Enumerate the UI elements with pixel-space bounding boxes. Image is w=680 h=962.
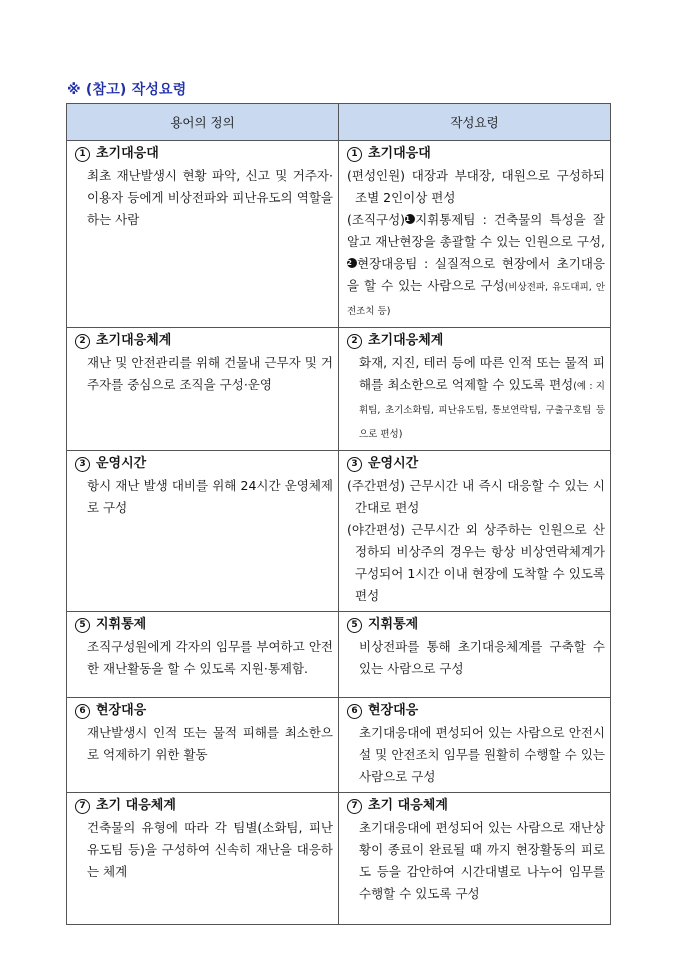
table-row: [67, 141, 611, 328]
item-title: [75, 143, 333, 165]
guide-cell: [339, 698, 611, 793]
table-row: [67, 451, 611, 612]
circled-number: 5: [75, 618, 90, 633]
guide-cell: [339, 612, 611, 698]
page-title: ※ (참고) 작성요령: [67, 82, 187, 98]
table-row: [67, 793, 611, 925]
header-writing-guide: 작성요령: [339, 104, 611, 141]
definition-cell: [67, 141, 339, 328]
circled-number: 7: [75, 799, 90, 814]
guide-paragraph: 초기대응대에 편성되어 있는 사람으로 안전시설 및 안전조치 임무를 원활히 수행할 수 있는 사람으로 구성: [359, 725, 605, 784]
circled-number: 6: [75, 704, 90, 719]
item-title-text: 운영시간: [368, 456, 419, 471]
table-row: [67, 612, 611, 698]
guide-text: 현장대응팀 : 실질적으로 현장에서 초기대응을 할 수 있는 사람으로 구성: [347, 256, 605, 293]
item-title-text: 현장대응: [96, 703, 147, 718]
guide-text: 화재, 지진, 테러 등에 따른 인적 또는 물적 피해를 최소한으로 억제할 수 있도록 편성: [359, 355, 605, 392]
guide-paragraph: [347, 209, 605, 323]
header-term-definition: 용어의 정의: [67, 104, 339, 141]
guide-paragraph: 초기대응대에 편성되어 있는 사람으로 재난상황이 종료이 완료될 때 까지 현장활동의 피로도 등을 감안하여 시간대별로 나누어 임무를 수행할 수 있도록 구성: [359, 820, 605, 901]
circled-number: 3: [75, 457, 90, 472]
item-title-text: 지휘통제: [368, 617, 419, 632]
item-title-text: 현장대응: [368, 703, 419, 718]
guide-cell: [339, 451, 611, 612]
guide-label: (조직구성): [347, 212, 406, 227]
guide-note: (예 : 지휘팀, 초기소화팀, 피난유도팀, 통보연락팀, 구출구호팀 등으로 편성): [359, 381, 605, 440]
guide-paragraph: (주간편성) 근무시간 내 즉시 대응할 수 있는 시간대로 편성: [347, 478, 605, 515]
circled-number: 6: [347, 704, 362, 719]
definition-text: 재난발생시 인적 또는 물적 피해를 최소한으로 억제하기 위한 활동: [87, 725, 333, 762]
item-title: [75, 795, 333, 817]
item-title: [347, 795, 605, 817]
item-title: [347, 700, 605, 722]
definition-cell: [67, 328, 339, 451]
item-title-text: 초기 대응체계: [368, 798, 448, 813]
definition-cell: [67, 451, 339, 612]
item-title-text: 초기대응대: [368, 146, 431, 161]
definition-cell: [67, 698, 339, 793]
guide-cell: [339, 328, 611, 451]
guide-text: 지휘통제팀 : 건축물의 특성을 잘 알고 재난현장을 총괄할 수 있는 인원으로 구성,: [347, 212, 605, 249]
circled-number: 7: [347, 799, 362, 814]
circled-number: 3: [347, 457, 362, 472]
circled-number: 1: [75, 147, 90, 162]
table-header-row: [67, 104, 611, 141]
item-title: [75, 700, 333, 722]
item-title: [75, 330, 333, 352]
definition-text: 건축물의 유형에 따라 각 팀별(소화팀, 피난유도팀 등)을 구성하여 신속히 재난을 대응하는 체계: [87, 820, 333, 879]
guide-note: (비상전파, 유도대피, 안전조치 등): [347, 282, 605, 317]
circled-number: 5: [347, 618, 362, 633]
circled-number: 2: [75, 334, 90, 349]
item-title-text: 초기대응체계: [368, 333, 444, 348]
item-title: [347, 330, 605, 352]
definition-text: 최초 재난발생시 현황 파악, 신고 및 거주자·이용자 등에게 비상전파와 피난유도의 역할을 하는 사람: [87, 168, 333, 227]
definition-text: 조직구성원에게 각자의 임무를 부여하고 안전한 재난활동을 할 수 있도록 지원·통제함.: [87, 639, 333, 676]
guide-paragraph: 비상전파를 통해 초기대응체계를 구축할 수 있는 사람으로 구성: [359, 639, 605, 676]
definition-text: 항시 재난 발생 대비를 위해 24시간 운영체제로 구성: [87, 478, 333, 515]
filled-number-2: 2: [347, 258, 357, 268]
definition-cell: [67, 793, 339, 925]
guide-paragraph: (야간편성) 근무시간 외 상주하는 인원으로 산정하되 비상주의 경우는 항상 비상연락체계가 구성되어 1시간 이내 현장에 도착할 수 있도록 편성: [347, 522, 605, 603]
table-row: [67, 328, 611, 451]
guide-cell: [339, 793, 611, 925]
guide-paragraph: [347, 352, 605, 446]
circled-number: 2: [347, 334, 362, 349]
definition-text: 재난 및 안전관리를 위해 건물내 근무자 및 거주자를 중심으로 조직을 구성·운영: [87, 355, 333, 392]
item-title-text: 운영시간: [96, 456, 147, 471]
definition-cell: [67, 612, 339, 698]
item-title-text: 초기대응대: [96, 146, 159, 161]
item-title: [75, 453, 333, 475]
item-title: [347, 614, 605, 636]
guide-cell: [339, 141, 611, 328]
item-title: [347, 453, 605, 475]
item-title-text: 초기 대응체계: [96, 798, 176, 813]
item-title: [347, 143, 605, 165]
item-title: [75, 614, 333, 636]
item-title-text: 지휘통제: [96, 617, 147, 632]
circled-number: 1: [347, 147, 362, 162]
item-title-text: 초기대응체계: [96, 333, 172, 348]
table-row: [67, 698, 611, 793]
reference-table: [66, 103, 611, 925]
filled-number-1: 1: [405, 214, 415, 224]
guide-paragraph: (편성인원) 대장과 부대장, 대원으로 구성하되 조별 2인이상 편성: [347, 168, 605, 205]
